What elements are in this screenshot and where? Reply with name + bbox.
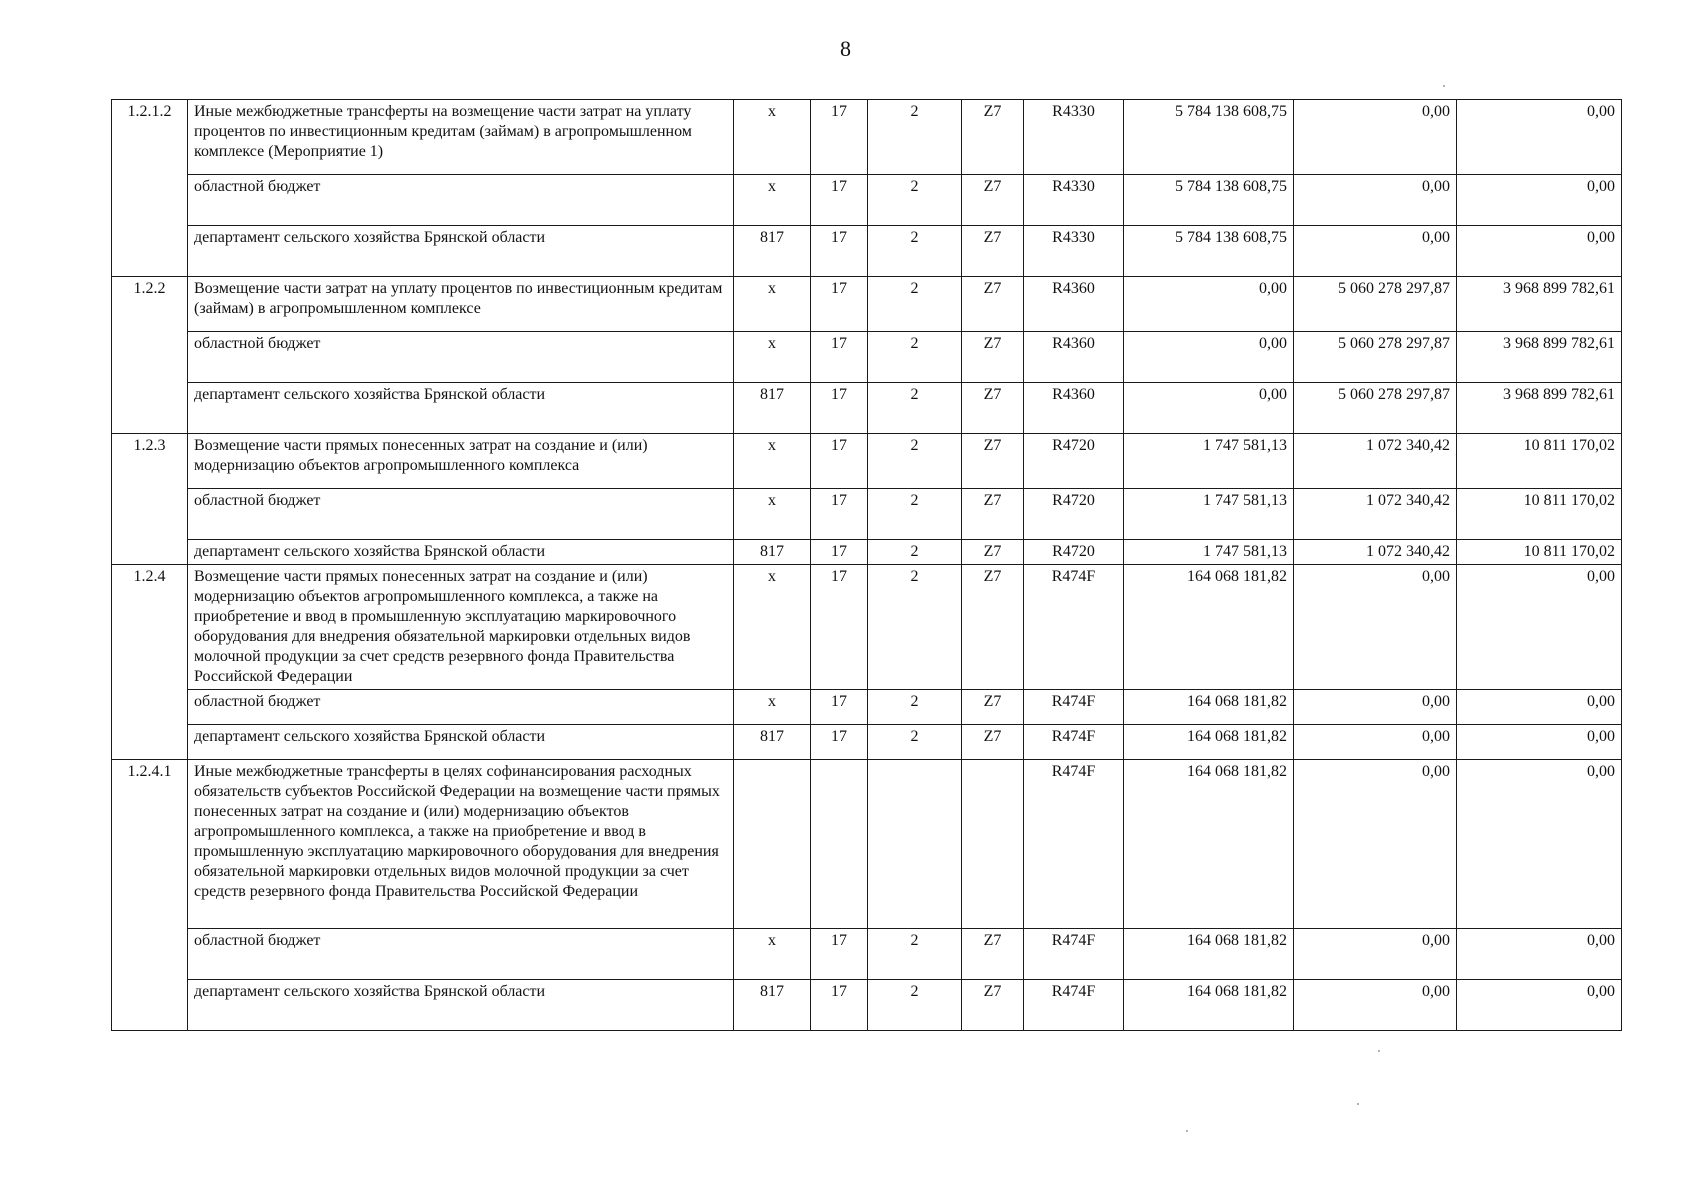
row-description: областной бюджет	[188, 175, 734, 226]
cell-cs: Z7	[962, 725, 1024, 760]
table-row	[112, 277, 1622, 332]
cell-year-2: 0,00	[1294, 760, 1457, 929]
cell-year-3: 3 968 899 782,61	[1457, 383, 1622, 434]
cell-pr: 2	[868, 725, 962, 760]
cell-grbs: x	[734, 434, 811, 489]
cell-cs: Z7	[962, 929, 1024, 980]
row-description: Иные межбюджетные трансферты в целях софинансирования расходных обязательств субъектов Российской Федерации на возмещение части прямых понесенных затрат на создание и (или) модернизацию объектов агропромышленного комплекса, а также на приобретение и ввод в промышленную эксплуатацию маркировочного оборудования для внедрения обязательной маркировки отдельных видов молочной продукции за счет средств резервного фонда Правительства Российской Федерации	[188, 760, 734, 929]
cell-csr: R4330	[1024, 175, 1124, 226]
cell-rz: 17	[811, 226, 868, 277]
row-description: департамент сельского хозяйства Брянской области	[188, 226, 734, 277]
row-number: 1.2.3	[112, 434, 188, 565]
cell-year-2: 1 072 340,42	[1294, 540, 1457, 565]
cell-grbs: x	[734, 489, 811, 540]
cell-pr: 2	[868, 100, 962, 175]
cell-rz: 17	[811, 277, 868, 332]
table-row	[112, 332, 1622, 383]
cell-cs: Z7	[962, 980, 1024, 1031]
cell-rz: 17	[811, 929, 868, 980]
cell-pr: 2	[868, 277, 962, 332]
cell-year-3: 10 811 170,02	[1457, 434, 1622, 489]
table-row	[112, 929, 1622, 980]
cell-year-1: 164 068 181,82	[1124, 725, 1294, 760]
cell-year-3: 0,00	[1457, 175, 1622, 226]
row-description: Возмещение части прямых понесенных затрат на создание и (или) модернизацию объектов агропромышленного комплекса, а также на приобретение и ввод в промышленную эксплуатацию маркировочного оборудования для внедрения обязательной маркировки отдельных видов молочной продукции за счет средств резервного фонда Правительства Российской Федерации	[188, 565, 734, 690]
cell-year-3: 0,00	[1457, 100, 1622, 175]
cell-rz: 17	[811, 332, 868, 383]
cell-pr: 2	[868, 434, 962, 489]
table-row	[112, 175, 1622, 226]
cell-pr: 2	[868, 540, 962, 565]
row-description: департамент сельского хозяйства Брянской области	[188, 540, 734, 565]
table-row	[112, 226, 1622, 277]
cell-year-2: 0,00	[1294, 690, 1457, 725]
cell-grbs: 817	[734, 725, 811, 760]
scan-speck	[1186, 1130, 1188, 1132]
cell-year-2: 0,00	[1294, 725, 1457, 760]
cell-csr: R474F	[1024, 565, 1124, 690]
cell-csr: R4720	[1024, 434, 1124, 489]
scan-speck	[1357, 1103, 1359, 1105]
row-number: 1.2.4	[112, 565, 188, 760]
row-number: 1.2.1.2	[112, 100, 188, 277]
cell-year-3: 0,00	[1457, 760, 1622, 929]
cell-year-2: 5 060 278 297,87	[1294, 277, 1457, 332]
cell-grbs: 817	[734, 980, 811, 1031]
cell-cs: Z7	[962, 690, 1024, 725]
cell-year-2: 0,00	[1294, 100, 1457, 175]
cell-year-3: 3 968 899 782,61	[1457, 332, 1622, 383]
cell-csr: R4720	[1024, 540, 1124, 565]
table-row	[112, 725, 1622, 760]
cell-grbs: 817	[734, 383, 811, 434]
cell-cs: Z7	[962, 226, 1024, 277]
cell-rz: 17	[811, 725, 868, 760]
cell-year-2: 0,00	[1294, 980, 1457, 1031]
cell-year-2: 5 060 278 297,87	[1294, 332, 1457, 383]
row-description: областной бюджет	[188, 690, 734, 725]
cell-year-3: 0,00	[1457, 980, 1622, 1031]
cell-grbs: x	[734, 175, 811, 226]
cell-year-1: 5 784 138 608,75	[1124, 175, 1294, 226]
cell-csr: R4360	[1024, 277, 1124, 332]
table-row	[112, 540, 1622, 565]
cell-rz: 17	[811, 690, 868, 725]
cell-cs: Z7	[962, 100, 1024, 175]
cell-year-2: 0,00	[1294, 929, 1457, 980]
row-number: 1.2.2	[112, 277, 188, 434]
cell-year-3: 0,00	[1457, 565, 1622, 690]
cell-rz: 17	[811, 175, 868, 226]
cell-year-1: 1 747 581,13	[1124, 489, 1294, 540]
cell-pr: 2	[868, 332, 962, 383]
cell-pr: 2	[868, 175, 962, 226]
row-number: 1.2.4.1	[112, 760, 188, 1031]
cell-csr: R4360	[1024, 332, 1124, 383]
cell-year-1: 5 784 138 608,75	[1124, 100, 1294, 175]
table-row	[112, 100, 1622, 175]
cell-csr: R4360	[1024, 383, 1124, 434]
cell-year-3: 0,00	[1457, 226, 1622, 277]
cell-rz: 17	[811, 100, 868, 175]
cell-grbs: x	[734, 277, 811, 332]
cell-rz: 17	[811, 489, 868, 540]
table-row	[112, 489, 1622, 540]
cell-csr: R4330	[1024, 100, 1124, 175]
cell-cs: Z7	[962, 434, 1024, 489]
cell-cs: Z7	[962, 175, 1024, 226]
cell-grbs: x	[734, 690, 811, 725]
cell-grbs: x	[734, 929, 811, 980]
cell-cs: Z7	[962, 540, 1024, 565]
row-description: областной бюджет	[188, 929, 734, 980]
cell-year-2: 1 072 340,42	[1294, 489, 1457, 540]
budget-table	[111, 99, 1622, 1031]
cell-cs: Z7	[962, 383, 1024, 434]
row-description: Иные межбюджетные трансферты на возмещение части затрат на уплату процентов по инвестиционным кредитам (займам) в агропромышленном комплексе (Мероприятие 1)	[188, 100, 734, 175]
cell-cs: Z7	[962, 489, 1024, 540]
row-description: областной бюджет	[188, 489, 734, 540]
cell-year-1: 164 068 181,82	[1124, 690, 1294, 725]
cell-year-2: 0,00	[1294, 175, 1457, 226]
cell-year-3: 0,00	[1457, 690, 1622, 725]
table-row	[112, 434, 1622, 489]
row-description: Возмещение части прямых понесенных затрат на создание и (или) модернизацию объектов агропромышленного комплекса	[188, 434, 734, 489]
cell-rz: 17	[811, 980, 868, 1031]
cell-grbs: 817	[734, 226, 811, 277]
cell-year-1: 1 747 581,13	[1124, 540, 1294, 565]
cell-cs: Z7	[962, 332, 1024, 383]
cell-year-1: 1 747 581,13	[1124, 434, 1294, 489]
cell-pr: 2	[868, 690, 962, 725]
cell-cs	[962, 760, 1024, 929]
table-row	[112, 980, 1622, 1031]
cell-year-1: 0,00	[1124, 277, 1294, 332]
cell-year-3: 10 811 170,02	[1457, 540, 1622, 565]
cell-pr: 2	[868, 226, 962, 277]
row-description: департамент сельского хозяйства Брянской области	[188, 980, 734, 1031]
cell-csr: R474F	[1024, 929, 1124, 980]
cell-cs: Z7	[962, 565, 1024, 690]
cell-year-1: 164 068 181,82	[1124, 980, 1294, 1031]
cell-grbs: x	[734, 332, 811, 383]
cell-year-3: 0,00	[1457, 725, 1622, 760]
cell-grbs	[734, 760, 811, 929]
cell-year-2: 0,00	[1294, 565, 1457, 690]
cell-csr: R4330	[1024, 226, 1124, 277]
cell-pr	[868, 760, 962, 929]
cell-pr: 2	[868, 489, 962, 540]
cell-csr: R4720	[1024, 489, 1124, 540]
table-row	[112, 565, 1622, 690]
cell-year-3: 10 811 170,02	[1457, 489, 1622, 540]
cell-year-3: 0,00	[1457, 929, 1622, 980]
cell-csr: R474F	[1024, 725, 1124, 760]
cell-year-1: 164 068 181,82	[1124, 565, 1294, 690]
cell-pr: 2	[868, 383, 962, 434]
scan-speck	[1443, 85, 1445, 87]
cell-grbs: 817	[734, 540, 811, 565]
cell-rz: 17	[811, 565, 868, 690]
cell-year-1: 0,00	[1124, 332, 1294, 383]
row-description: департамент сельского хозяйства Брянской области	[188, 383, 734, 434]
row-description: областной бюджет	[188, 332, 734, 383]
page-number: 8	[840, 36, 851, 61]
row-description: департамент сельского хозяйства Брянской области	[188, 725, 734, 760]
table-row	[112, 690, 1622, 725]
table-row	[112, 760, 1622, 929]
cell-grbs: x	[734, 565, 811, 690]
cell-rz: 17	[811, 383, 868, 434]
cell-year-2: 0,00	[1294, 226, 1457, 277]
cell-year-2: 5 060 278 297,87	[1294, 383, 1457, 434]
cell-csr: R474F	[1024, 690, 1124, 725]
cell-year-2: 1 072 340,42	[1294, 434, 1457, 489]
cell-year-1: 164 068 181,82	[1124, 929, 1294, 980]
cell-year-1: 0,00	[1124, 383, 1294, 434]
scan-speck	[1378, 1050, 1380, 1052]
cell-pr: 2	[868, 565, 962, 690]
cell-csr: R474F	[1024, 980, 1124, 1031]
cell-csr: R474F	[1024, 760, 1124, 929]
cell-grbs: x	[734, 100, 811, 175]
row-description: Возмещение части затрат на уплату процентов по инвестиционным кредитам (займам) в агропромышленном комплексе	[188, 277, 734, 332]
cell-rz: 17	[811, 540, 868, 565]
cell-year-1: 164 068 181,82	[1124, 760, 1294, 929]
cell-year-1: 5 784 138 608,75	[1124, 226, 1294, 277]
cell-rz: 17	[811, 434, 868, 489]
cell-rz	[811, 760, 868, 929]
cell-year-3: 3 968 899 782,61	[1457, 277, 1622, 332]
cell-pr: 2	[868, 980, 962, 1031]
cell-cs: Z7	[962, 277, 1024, 332]
table-row	[112, 383, 1622, 434]
cell-pr: 2	[868, 929, 962, 980]
